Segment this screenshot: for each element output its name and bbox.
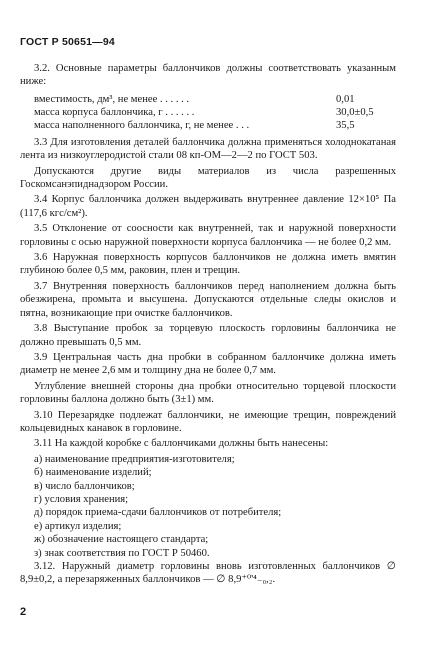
- parameter-label: вместимость, дм³, не менее . . . . . .: [34, 93, 190, 105]
- paragraph-3-8: 3.8 Выступание пробок за торцевую плоскость горловины баллончика не должно превышать 0,5 мм.: [20, 323, 396, 348]
- list-item: д) порядок приема-сдачи баллончиков от потребителя;: [34, 507, 282, 519]
- paragraph-materials: Допускаются другие виды материалов из числа разрешенных Госкомсанэпиднадзором России.: [20, 165, 396, 191]
- parameter-value: 0,01: [336, 93, 355, 105]
- page-header: ГОСТ Р 50651—94: [20, 36, 115, 48]
- paragraph-3-9: 3.9 Центральная часть дна пробки в собранном баллончике должна иметь диаметр не менее 2,6 мм и толщину дна не более 0,7 мм.: [20, 351, 396, 377]
- paragraph-3-6: 3.6 Наружная поверхность корпусов баллончиков не должна иметь вмятин глубиною более 0,5 мм, раковин, плен и трещин.: [20, 252, 396, 277]
- list-item: а) наименование предприятия-изготовителя;: [34, 453, 235, 465]
- parameter-value: 35,5: [336, 119, 355, 131]
- paragraph-3-4: 3.4 Корпус баллончика должен выдерживать внутреннее давление 12×10⁵ Па (117,6 кгс/см²).: [20, 194, 396, 219]
- list-item: з) знак соответствия по ГОСТ Р 50460.: [34, 547, 210, 559]
- paragraph-3-11: 3.11 На каждой коробке с баллончиками должны быть нанесены:: [34, 438, 329, 450]
- paragraph-3-5: 3.5 Отклонение от соосности как внутренней, так и наружной поверхности горловины с осью наружной поверхности корпуса баллончика — не более 0,2 мм.: [20, 223, 396, 248]
- parameters-table: [34, 93, 374, 132]
- section-3-2-text: 3.2. Основные параметры баллончиков должны соответствовать указанным ниже:: [20, 63, 396, 88]
- paragraph-3-7: 3.7 Внутренняя поверхность баллончиков перед наполнением должна быть обезжирена, промыта и высушена. Допускаются отдельные следы окислов и пятна, возникающие при очистке баллончиков.: [20, 280, 396, 319]
- paragraph-3-10: 3.10 Перезарядке подлежат баллончики, не имеющие трещин, повреждений кольцевидных канавок в горловине.: [20, 409, 396, 434]
- parameter-row: [34, 93, 374, 106]
- parameter-label: масса корпуса баллончика, г . . . . . .: [34, 106, 195, 118]
- list-item: в) число баллончиков;: [34, 480, 135, 492]
- parameter-row: [34, 106, 374, 119]
- list-item: ж) обозначение настоящего стандарта;: [34, 534, 209, 546]
- parameter-row: [34, 119, 374, 132]
- list-item: е) артикул изделия;: [34, 520, 122, 532]
- marking-list: [20, 453, 396, 560]
- paragraph-recess: Углубление внешней стороны дна пробки относительно торцевой плоскости горловины баллона должно быть (3±1) мм.: [20, 380, 396, 406]
- document-body: [20, 62, 396, 589]
- page-number: 2: [20, 606, 27, 618]
- parameter-label: масса наполненного баллончика, г, не менее . . .: [34, 119, 250, 131]
- parameter-value: 30,0±0,5: [336, 106, 374, 118]
- paragraph-3-12: 3.12. Наружный диаметр горловины вновь изготовленных баллончиков ∅ 8,9±0,2, а перезаряженных баллончиков — ∅ 8,9⁺⁰'⁴₋₀,₂.: [20, 561, 396, 586]
- list-item: г) условия хранения;: [34, 493, 129, 505]
- paragraph-3-3: 3.3 Для изготовления деталей баллончика должна применяться холоднокатаная лента из низкоуглеродистой стали 08 кп-ОМ—2—2 по ГОСТ 503.: [20, 136, 396, 162]
- list-item: б) наименование изделий;: [34, 467, 152, 479]
